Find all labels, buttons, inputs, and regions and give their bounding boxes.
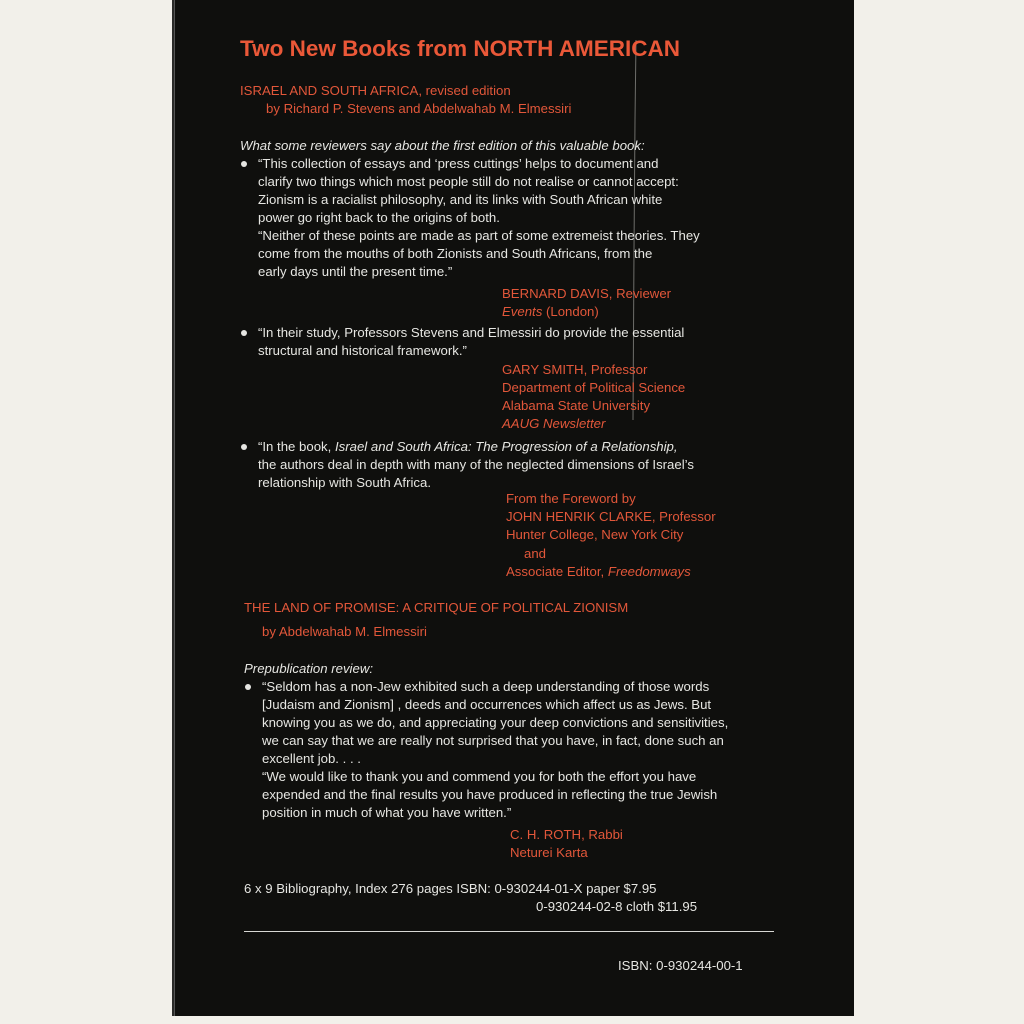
review3-attribution: JOHN HENRIK CLARKE, Professor: [506, 509, 716, 524]
main-heading: Two New Books from NORTH AMERICAN: [240, 36, 681, 61]
review1-line: “Neither of these points are made as part of some extremeist theories. They: [258, 228, 700, 243]
review3-attribution: and: [524, 546, 547, 561]
review3-line: the authors deal in depth with many of the neglected dimensions of Israel’s: [258, 457, 694, 472]
review2-attribution: GARY SMITH, Professor: [502, 362, 648, 377]
review4-line: we can say that we are really not surprised that you have, in fact, done such an: [262, 733, 724, 748]
review2-attribution: Department of Political Science: [502, 380, 686, 395]
review3-attribution: Hunter College, New York City: [506, 527, 684, 542]
book2-title: THE LAND OF PROMISE: A CRITIQUE OF POLITICAL ZIONISM: [244, 600, 629, 615]
review4-line: [Judaism and Zionism] , deeds and occurrences which affect us as Jews. But: [262, 697, 712, 712]
bullet-icon: [241, 161, 247, 167]
review4-attribution: Neturei Karta: [510, 845, 588, 860]
review2-attribution: Alabama State University: [502, 398, 651, 413]
review1-line: Zionism is a racialist philosophy, and its links with South African white: [258, 192, 663, 207]
review4-attribution: C. H. ROTH, Rabbi: [510, 827, 623, 842]
book1-title: ISRAEL AND SOUTH AFRICA, revised edition: [240, 83, 511, 98]
review2-line: “In their study, Professors Stevens and Elmessiri do provide the essential: [258, 325, 685, 340]
book2-intro: Prepublication review:: [244, 661, 374, 676]
book1-authors: by Richard P. Stevens and Abdelwahab M. Elmessiri: [266, 101, 572, 116]
bullet-icon: [245, 684, 251, 690]
review4-line: expended and the final results you have produced in reflecting the true Jewish: [262, 787, 718, 802]
divider: [244, 931, 774, 932]
review4-line: excellent job. . . .: [262, 751, 361, 766]
review4-line: “Seldom has a non-Jew exhibited such a deep understanding of those words: [262, 679, 710, 694]
review1-publication: Events (London): [502, 304, 599, 319]
review4-line: “We would like to thank you and commend you for both the effort you have: [262, 769, 697, 784]
book-specs: 6 x 9 Bibliography, Index 276 pages ISBN: 0-930244-01-X paper $7.95: [244, 881, 657, 896]
review1-line: early days until the present time.”: [258, 264, 453, 279]
review1-line: come from the mouths of both Zionists and South Africans, from the: [258, 246, 653, 261]
bullet-icon: [241, 444, 247, 450]
review3-attribution-last: Associate Editor, Freedomways: [506, 564, 691, 579]
review3-line: relationship with South Africa.: [258, 475, 431, 490]
review1-line: power go right back to the origins of both.: [258, 210, 500, 225]
book1-intro: What some reviewers say about the first edition of this valuable book:: [240, 138, 645, 153]
review3-attribution: From the Foreword by: [506, 491, 636, 506]
review1-line: “This collection of essays and ‘press cuttings’ helps to document and: [258, 156, 659, 171]
review2-publication: AAUG Newsletter: [502, 416, 606, 431]
review4-line: knowing you as we do, and appreciating your deep convictions and sensitivities,: [262, 715, 729, 730]
review4-line: position in much of what you have written.”: [262, 805, 512, 820]
book-specs-cloth: 0-930244-02-8 cloth $11.95: [536, 899, 698, 914]
review1-line: clarify two things which most people still do not realise or cannot accept:: [258, 174, 679, 189]
isbn: ISBN: 0-930244-00-1: [618, 958, 743, 973]
review1-attribution: BERNARD DAVIS, Reviewer: [502, 286, 672, 301]
bullet-icon: [241, 330, 247, 336]
review2-line: structural and historical framework.”: [258, 343, 467, 358]
book2-authors: by Abdelwahab M. Elmessiri: [262, 624, 427, 639]
cover-crease-line: [632, 0, 638, 420]
book-back-cover: [172, 0, 854, 1016]
review3-line: “In the book, Israel and South Africa: The Progression of a Relationship,: [258, 439, 678, 454]
